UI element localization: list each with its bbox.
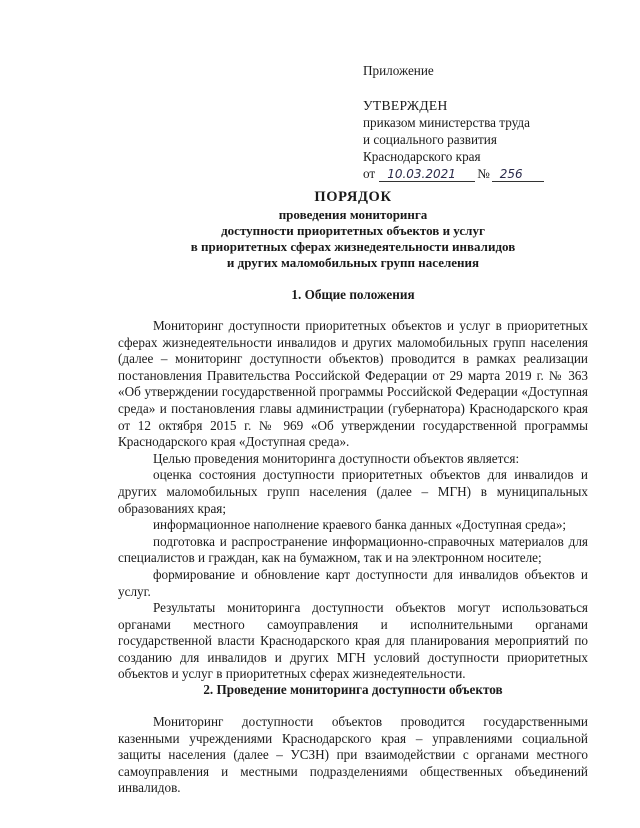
annex-label: Приложение xyxy=(363,63,434,78)
approval-line-2: и социального развития xyxy=(363,132,497,147)
section-2-heading: 2. Проведение мониторинга доступности объектов xyxy=(203,682,503,697)
number-label: № xyxy=(477,166,490,181)
approved-label: УТВЕРЖДЕН xyxy=(363,98,448,113)
title-subtitle-2: доступности приоритетных объектов и услуг xyxy=(221,223,485,238)
section-1-heading: 1. Общие положения xyxy=(291,287,415,302)
date-number-line xyxy=(363,165,544,182)
title-subtitle-4: и других маломобильных групп населения xyxy=(226,255,480,270)
paragraph: Мониторинг доступности объектов проводится государственными казенными учреждениями Краснодарского края – управлениями социальной защиты населения (далее – УСЗН) при взаимодействии с органами местного самоуправления и местными подразделениями общественных объединений инвалидов. xyxy=(118,714,588,796)
approval-line-1: приказом министерства труда xyxy=(363,115,530,130)
section-1-body xyxy=(118,318,588,683)
paragraph: формирование и обновление карт доступности для инвалидов объектов и услуг. xyxy=(118,566,588,599)
handwritten-date: 10.03.2021 xyxy=(379,168,475,182)
approval-line-3: Краснодарского края xyxy=(363,149,481,164)
paragraph: информационное наполнение краевого банка данных «Доступная среда»; xyxy=(153,517,567,533)
paragraph: Целью проведения мониторинга доступности объектов является: xyxy=(153,450,520,466)
section-2-body xyxy=(118,714,588,797)
paragraph: Результаты мониторинга доступности объектов могут использоваться органами местного самоуправления и исполнительными органами государственной власти Краснодарского края для планирования мероприятий по созданию для инвалидов и других МГН условий доступности приоритетных объектов и услуг в приоритетных сферах жизнедеятельности. xyxy=(118,600,588,682)
approval-block xyxy=(363,62,544,182)
paragraph: оценка состояния доступности приоритетных объектов для инвалидов и других маломобильных групп населения (далее – МГН) в муниципальных образованиях края; xyxy=(118,467,588,516)
title-main: ПОРЯДОК xyxy=(314,189,392,205)
paragraph: подготовка и распространение информационно-справочных материалов для специалистов и граждан, как на бумажном, так и на электронном носителе; xyxy=(118,533,588,566)
paragraph: Мониторинг доступности приоритетных объектов и услуг в приоритетных сферах жизнедеятельности инвалидов и других маломобильных групп населения (далее – мониторинг доступности объектов) проводится в рамках реализации постановления Правительства Российской Федерации от 29 марта 2019 г. № 363 «Об утверждении государственной программы Российской Федерации «Доступная среда» и постановления главы администрации (губернатора) Краснодарского края от 12 октября 2015 г. № 969 «Об утверждении государственной программы Краснодарского края «Доступная среда». xyxy=(118,318,588,450)
title-subtitle-1: проведения мониторинга xyxy=(278,207,428,222)
document-title xyxy=(118,187,588,271)
from-label: от xyxy=(363,166,376,181)
title-subtitle-3: в приоритетных сферах жизнедеятельности инвалидов xyxy=(190,239,516,254)
handwritten-number: 256 xyxy=(492,168,544,182)
